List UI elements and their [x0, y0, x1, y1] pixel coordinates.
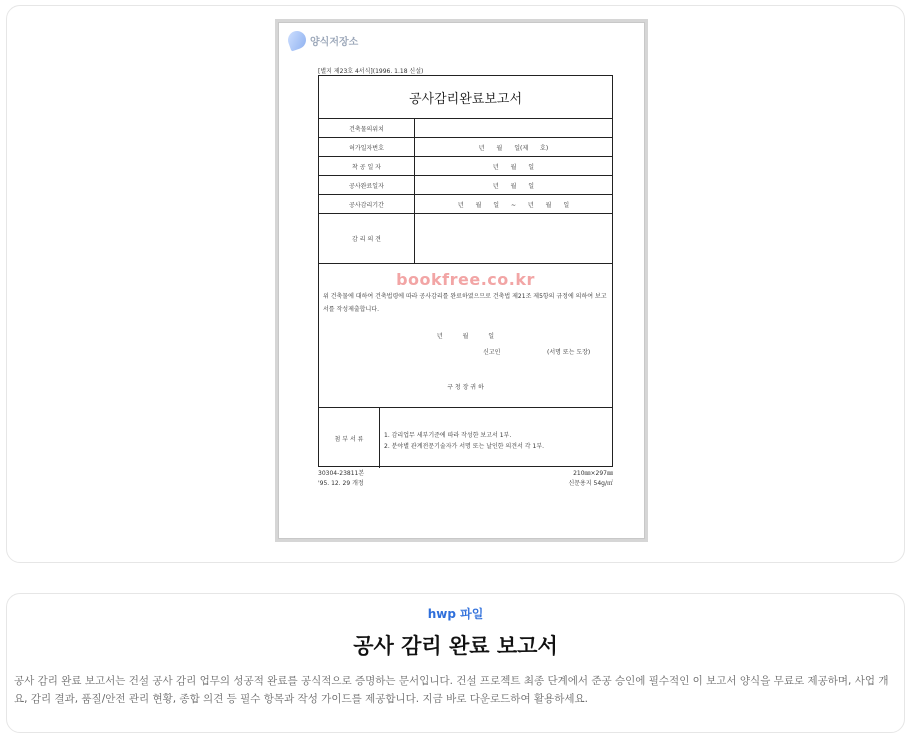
- form-row-value: 년 월 일(제 호): [478, 144, 549, 152]
- footer-code: 30304-23811본: [318, 470, 365, 477]
- form-row-opinion: [319, 214, 612, 264]
- page-title: 공사 감리 완료 보고서: [353, 634, 558, 658]
- form-title: 공사감리완료보고서: [319, 76, 612, 119]
- form-row-location: [319, 119, 612, 138]
- report-form: [318, 75, 613, 467]
- info-card: [6, 593, 905, 733]
- preview-card: [6, 5, 905, 563]
- recipient-label: 구 청 장 귀 하: [447, 384, 484, 391]
- form-row-start: [319, 157, 612, 176]
- form-reference: [별지 제23호 4서식](1996. 1.18 신설): [318, 68, 424, 75]
- form-row-label: 감 리 의 견: [319, 214, 415, 263]
- form-footer-left: [318, 469, 364, 489]
- form-statement: [319, 264, 612, 408]
- form-row-value: [415, 119, 612, 137]
- form-row-value: 년 월 일: [492, 163, 535, 171]
- attachment-item: 1. 감리업무 세부기준에 따라 작성한 보고서 1부.: [384, 432, 512, 439]
- form-row-value: 년 월 일 ~ 년 월 일: [457, 201, 570, 209]
- watermark: bookfree.co.kr: [396, 270, 535, 289]
- document-description: 공사 감리 완료 보고서는 건설 공사 감리 업무의 성공적 완료를 공식적으로 증명하는 문서입니다. 건설 프로젝트 최종 단계에서 준공 승인에 필수적인 이 보고서 양식을 무료로 제공하며, 사업 개요, 감리 결과, 품질/안전 관리 현황, 종합 의견 등 필수 항목과 작성 가이드를 제공합니다. 지금 바로 다운로드하여 활용하세요.: [14, 675, 889, 705]
- statement-text: 위 건축물에 대하여 건축법령에 따라 공사감리를 완료하였으므로 건축법 제21조 제5항의 규정에 의하여 보고서를 작성제출합니다.: [323, 293, 607, 313]
- form-row-label: 건축물의위치: [319, 119, 415, 137]
- file-type-label: hwp 파일: [427, 607, 484, 621]
- sign-label: (서명 또는 도장): [547, 349, 591, 356]
- site-logo: [288, 31, 358, 49]
- form-row-label: 허가일자번호: [319, 138, 415, 156]
- form-footer-right: [555, 469, 613, 489]
- form-row-permit: [319, 138, 612, 157]
- attachment-item: 2. 분야별 관계전문기술자가 서명 또는 날인한 의견서 각 1부.: [384, 443, 545, 450]
- form-row-complete: [319, 176, 612, 195]
- form-row-label: 공사감리기간: [319, 195, 415, 213]
- document-preview-sheet: [278, 22, 645, 539]
- footer-revision: '95. 12. 29 개정: [318, 480, 364, 487]
- logo-text: 양식저장소: [310, 36, 359, 48]
- form-row-value: 년 월 일: [492, 182, 535, 190]
- form-row-value: [415, 214, 612, 263]
- form-attachments: [319, 408, 612, 468]
- form-row-period: [319, 195, 612, 214]
- footer-paper: 신문용지 54g/㎡: [568, 480, 613, 487]
- footer-size: 210㎜×297㎜: [573, 470, 613, 477]
- document-preview-frame[interactable]: [275, 19, 648, 542]
- applicant-label: 신고인: [483, 349, 501, 356]
- form-row-label: 공사완료일자: [319, 176, 415, 194]
- attachments-label: 첨 부 서 류: [319, 408, 380, 468]
- statement-date: 년 월 일: [436, 333, 495, 340]
- attachments-list: [380, 408, 612, 468]
- logo-mark-icon: [285, 28, 308, 51]
- form-row-label: 착 공 일 자: [319, 157, 415, 175]
